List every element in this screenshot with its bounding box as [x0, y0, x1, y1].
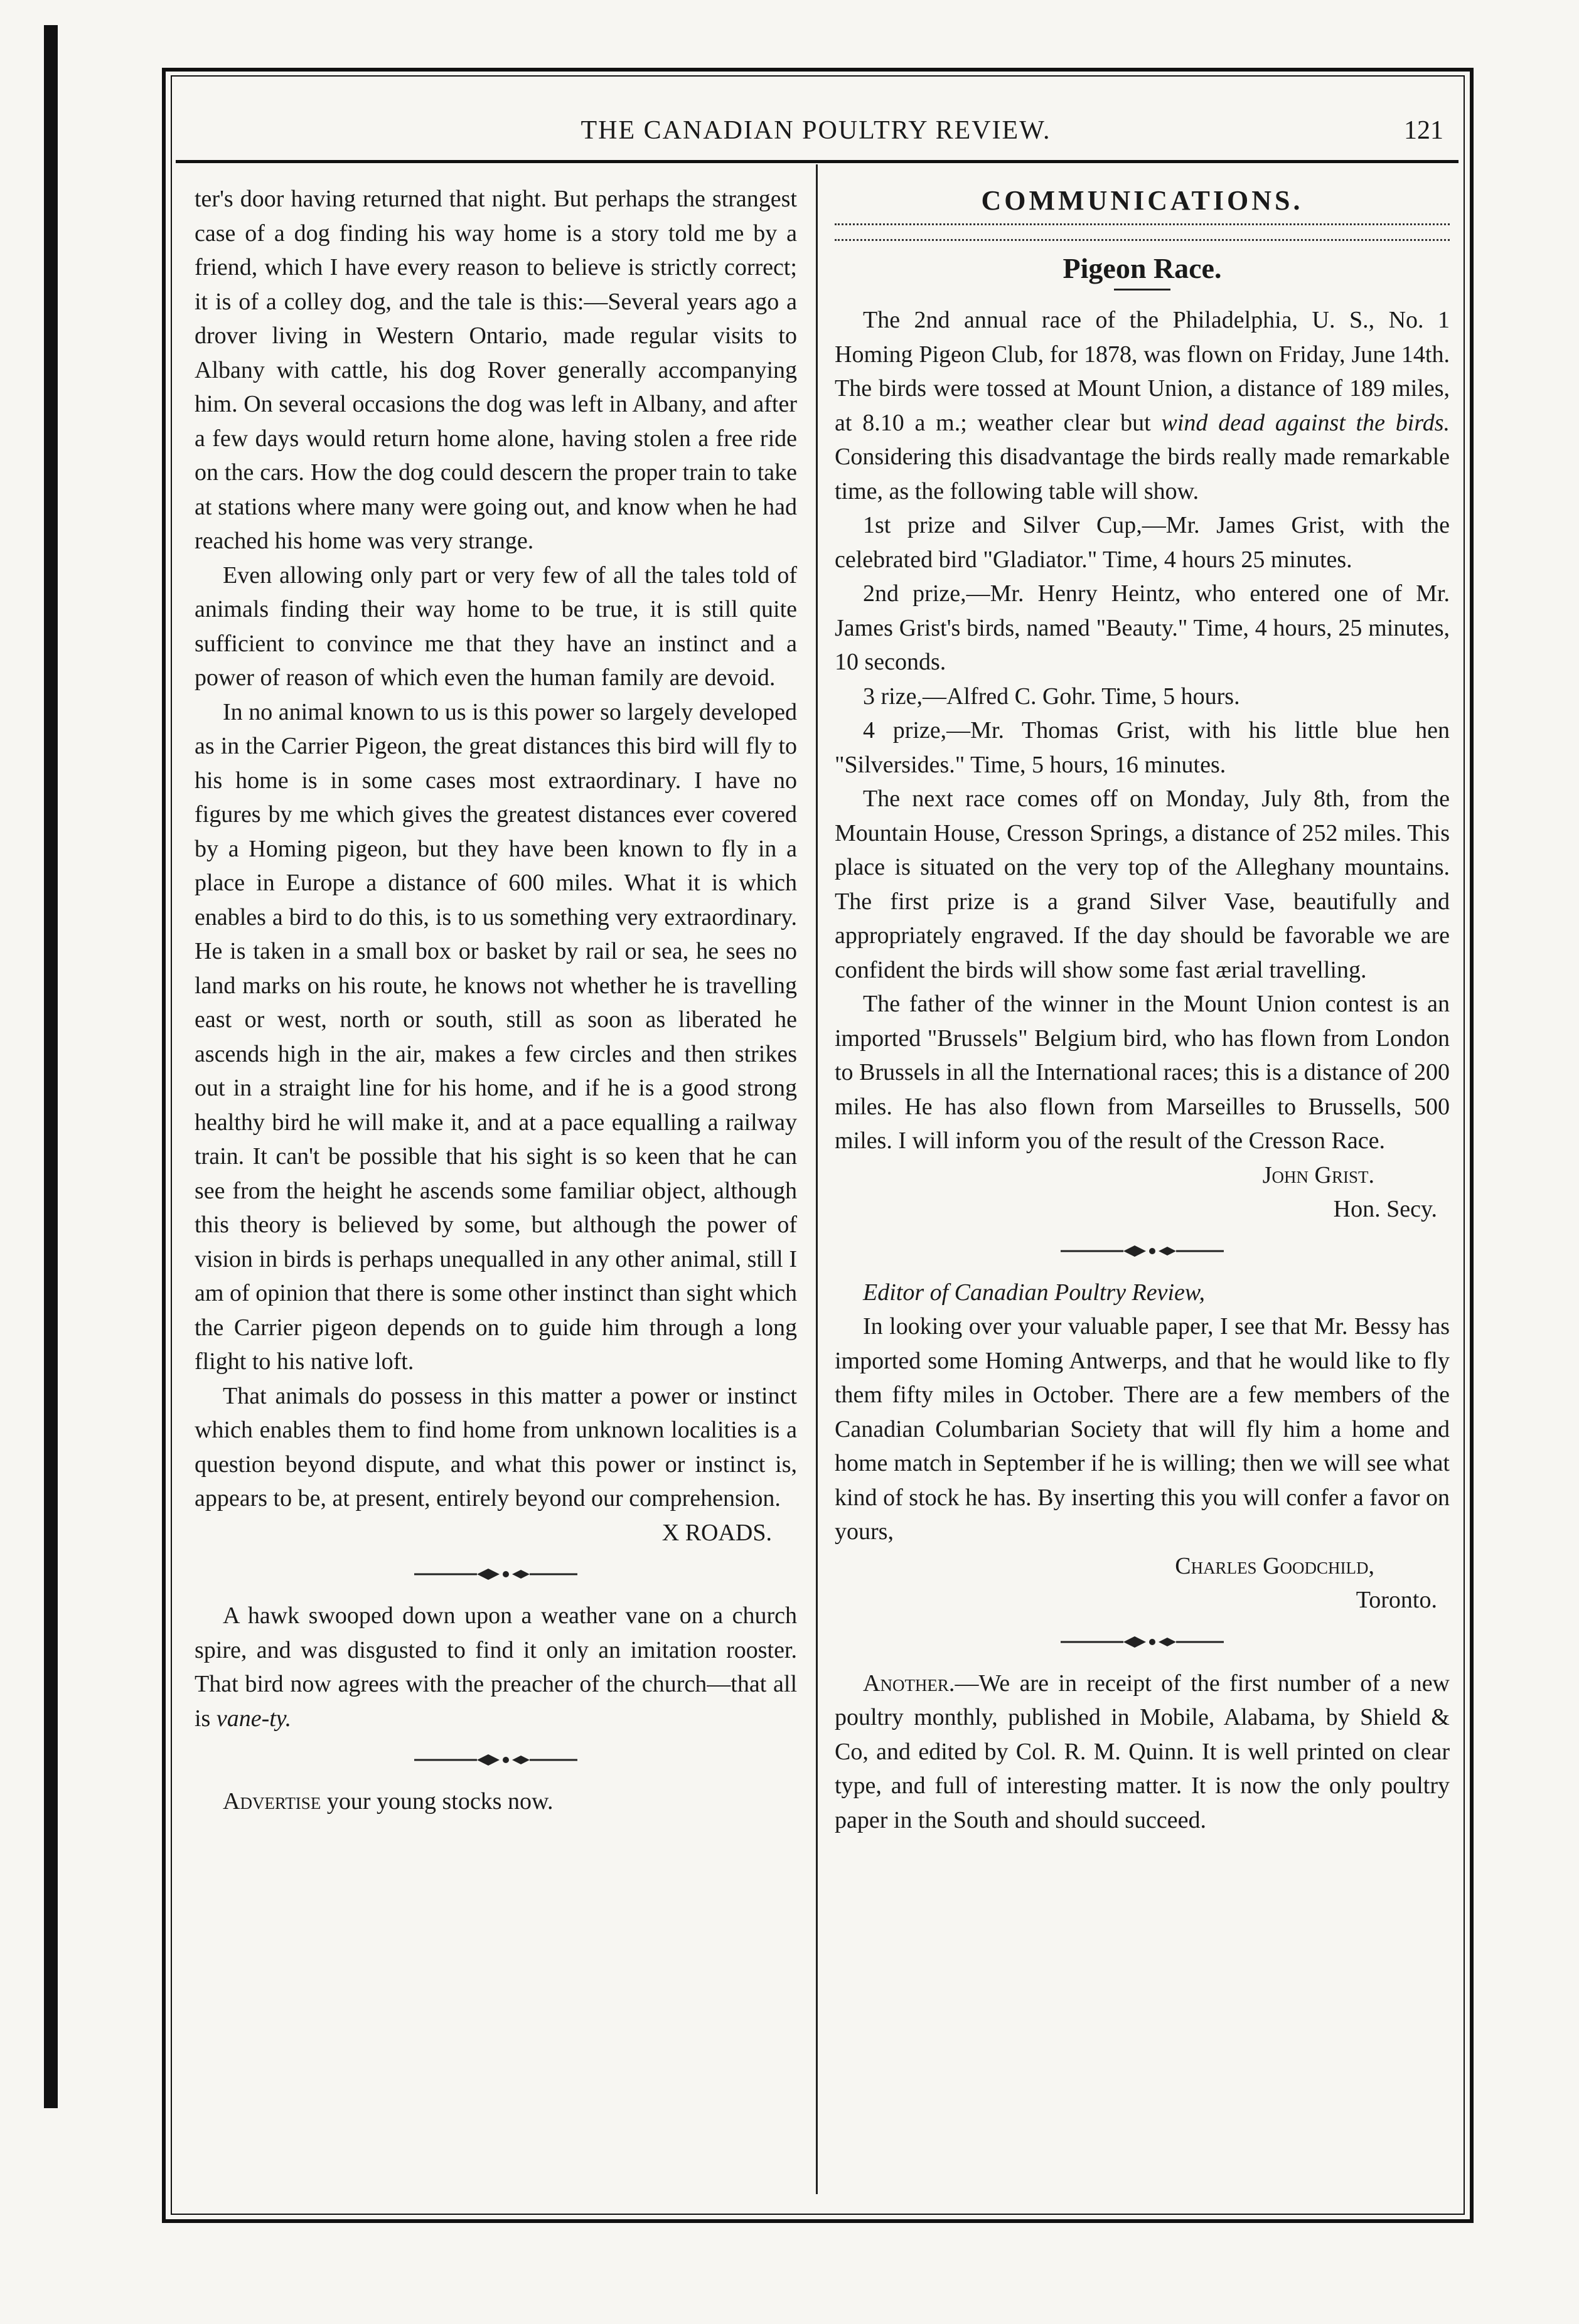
- left-column: [195, 182, 797, 1819]
- letter-signature-place: Toronto.: [1356, 1587, 1437, 1613]
- race-emphasis: wind dead against the birds.: [1161, 409, 1450, 436]
- prize-entry: 4 prize,—Mr. Thomas Grist, with his little blue hen "Silversides." Time, 5 hours, 16 minutes.: [835, 717, 1450, 778]
- heading-rule: [835, 223, 1450, 241]
- page-header: [176, 112, 1456, 156]
- ornament-divider: [414, 1564, 577, 1585]
- prize-entry: 1st prize and Silver Cup,—Mr. James Grist, with the celebrated bird "Gladiator." Time, 4 hours 25 minutes.: [835, 512, 1450, 573]
- prize-entry: 2nd prize,—Mr. Henry Heintz, who entered one of Mr. James Grist's birds, named "Beauty." Time, 4 hours, 25 minutes, 10 seconds.: [835, 580, 1450, 675]
- advertise-notice: [195, 1784, 797, 1819]
- race-text-tail: Considering this disadvantage the birds really made remarkable time, as the following table will show.: [835, 444, 1450, 504]
- another-lead: Another.: [863, 1670, 955, 1697]
- signature-name: John Grist.: [1262, 1161, 1374, 1188]
- race-text: The 2nd annual race of the Philadelphia, U. S., No. 1 Homing Pigeon Club, for 1878, was flown on Friday, June 14th. The birds were tossed at Mount Union, a distance of 189 miles, at 8.10 a m.; weather clear but: [835, 307, 1450, 436]
- letter-signature-name: Charles Goodchild,: [1175, 1552, 1374, 1579]
- advertise-rest: your young stocks now.: [321, 1788, 554, 1815]
- column-divider: [816, 164, 818, 2194]
- page-number: 121: [1404, 116, 1443, 145]
- race-paragraph: [835, 303, 1450, 508]
- prize-entry: 3 rize,—Alfred C. Gohr. Time, 5 hours.: [863, 683, 1240, 710]
- section-heading: COMMUNICATIONS.: [981, 185, 1303, 216]
- hawk-text: A hawk swooped down upon a weather vane on a church spire, and was disgusted to find it only an imitation rooster. That bird now agrees with the preacher of the church—that all is: [195, 1602, 797, 1732]
- article-paragraph: ter's door having returned that night. But perhaps the strangest case of a dog finding his way home is a story told me by a friend, which I have every reason to believe is strictly correct; it is of a colley dog, and the tale is this:—Several years ago a drover living in Western Ontario, made regular visits to Albany with cattle, his dog Rover generally accompanying him. On several occasions the dog was left in Albany, and after a few days would return home alone, having stolen a free ride on the cars. How the dog could descern the proper train to take at stations where many were going out, and know when he had reached his home was very strange.: [195, 186, 797, 554]
- hawk-paragraph: [195, 1599, 797, 1735]
- article-title: Pigeon Race.: [1062, 252, 1222, 284]
- right-column: [835, 182, 1450, 1837]
- advertise-lead: Advertise: [223, 1788, 321, 1815]
- another-notice: [835, 1666, 1450, 1838]
- next-race-paragraph: The next race comes off on Monday, July 8th, from the Mountain House, Cresson Springs, a distance of 252 miles. This place is situated on the very top of the Alleghany mountains. The first prize is a grand Silver Vase, beautifully and appropriately engraved. If the day should be favorable we are confident the birds will show some fast ærial travelling.: [835, 786, 1450, 983]
- author-signature: X ROADS.: [661, 1519, 772, 1546]
- running-title: THE CANADIAN POULTRY REVIEW.: [581, 116, 1051, 145]
- title-rule: [1114, 289, 1170, 290]
- article-paragraph: In no animal known to us is this power so largely developed as in the Carrier Pigeon, the great distances this bird will fly to his home is in some cases most extraordinary. I have no figures by me which gives the greatest distances ever covered by a Homing pigeon, but they have been known to fly in a place in Europe a distance of 600 miles. What it is which enables a bird to do this, is to us something very extraordinary. He is taken in a small box or basket by rail or sea, he sees no land marks on his route, he knows not whether he is travelling east or west, north or south, still as soon as liberated he ascends high in the air, makes a few circles and then strikes out in a straight line for his home, and if he is a good strong healthy bird he will make it, and at a pace equalling a railway train. It can't be possible that his sight is so keen that he can see from the height he ascends some familiar object, although this theory is believed by some, but although the power of vision in birds is perhaps unequalled in any other animal, still I am of opinion that there is some other instinct than sight which the Carrier pigeon depends on to guide him through a long flight to his native loft.: [195, 698, 797, 1375]
- hawk-pun: vane-ty.: [216, 1705, 292, 1732]
- another-rest: —We are in receipt of the first number of a new poultry monthly, published in Mobile, Alabama, by Shield & Co, and edited by Col. R. M. Quinn. It is well printed on clear type, and full of interesting matter. It is now the only poultry paper in the South and should succeed.: [835, 1670, 1450, 1833]
- letter-salutation: Editor of Canadian Poultry Review,: [863, 1279, 1205, 1306]
- signature-title: Hon. Secy.: [1333, 1196, 1437, 1222]
- father-paragraph: The father of the winner in the Mount Union contest is an imported "Brussels" Belgium bird, who has flown from London to Brussels in all the International races; this is a distance of 200 miles. He has also flown from Marseilles to Brussells, 500 miles. I will inform you of the result of the Cresson Race.: [835, 991, 1450, 1154]
- header-rule: [176, 160, 1459, 163]
- scan-gutter-edge: [44, 25, 58, 2108]
- ornament-divider: [1061, 1631, 1224, 1653]
- ornament-divider: [1061, 1240, 1224, 1262]
- article-paragraph: That animals do possess in this matter a power or instinct which enables them to find home from unknown localities is a question beyond dispute, and what this power or instinct is, appears to be, at present, entirely beyond our comprehension.: [195, 1382, 797, 1511]
- article-paragraph: Even allowing only part or very few of all the tales told of animals finding their way home to be true, it is still quite sufficient to convince me that they have an instinct and a power of reason of which even the human family are devoid.: [195, 562, 797, 691]
- ornament-divider: [414, 1749, 577, 1771]
- letter-body: In looking over your valuable paper, I see that Mr. Bessy has imported some Homing Antwerps, and that he would like to fly them fifty miles in October. There are a few members of the Canadian Columbarian Society that will fly him a home and home match in September if he is willing; then we will see what kind of stock he has. By inserting this you will confer a favor on yours,: [835, 1313, 1450, 1545]
